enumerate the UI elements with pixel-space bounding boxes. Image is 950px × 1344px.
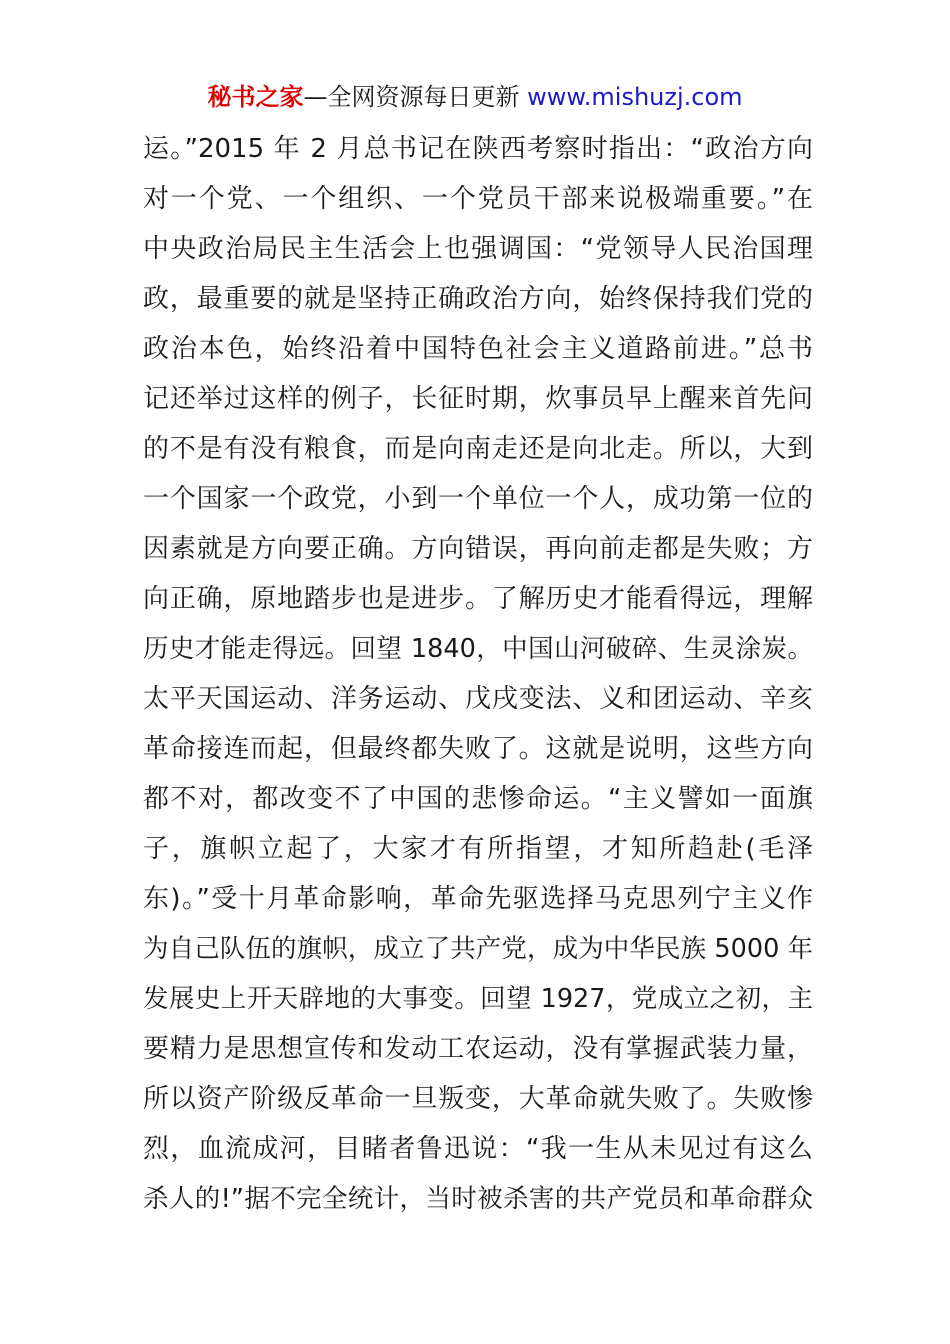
text-line: 子，旗帜立起了，大家才有所指望，才知所趋赴(毛泽 <box>143 834 813 864</box>
text-line: 发展史上开天辟地的大事变。回望 1927，党成立之初，主 <box>143 984 813 1014</box>
text-line: 要精力是思想宣传和发动工农运动，没有掌握武装力量， <box>143 1034 813 1064</box>
text-line: 政，最重要的就是坚持正确政治方向，始终保持我们党的 <box>143 284 813 314</box>
text-line: 都不对，都改变不了中国的悲惨命运。“主义譬如一面旗 <box>143 784 813 814</box>
text-line: 所以资产阶级反革命一旦叛变，大革命就失败了。失败惨 <box>143 1084 813 1114</box>
text-line: 历史才能走得远。回望 1840，中国山河破碎、生灵涂炭。 <box>143 634 813 664</box>
text-line: 因素就是方向要正确。方向错误，再向前走都是失败；方 <box>143 534 813 564</box>
text-line: 中央政治局民主生活会上也强调国：“党领导人民治国理 <box>143 234 813 264</box>
text-line: 为自己队伍的旗帜，成立了共产党，成为中华民族 5000 年 <box>143 934 813 964</box>
site-url-link[interactable]: www.mishuzj.com <box>527 83 743 111</box>
text-line: 运。”2015 年 2 月总书记在陕西考察时指出：“政治方向 <box>143 134 813 164</box>
text-line: 的不是有没有粮食，而是向南走还是向北走。所以，大到 <box>143 434 813 464</box>
header-tagline: —全网资源每日更新 <box>303 83 528 111</box>
text-line: 政治本色，始终沿着中国特色社会主义道路前进。”总书 <box>143 334 813 364</box>
document-body <box>143 124 813 1224</box>
brand-name: 秘书之家 <box>207 83 304 111</box>
text-line: 革命接连而起，但最终都失败了。这就是说明，这些方向 <box>143 734 813 764</box>
text-line: 对一个党、一个组织、一个党员干部来说极端重要。”在 <box>143 184 813 214</box>
text-line: 烈，血流成河，目睹者鲁迅说：“我一生从未见过有这么 <box>143 1134 813 1164</box>
text-line: 记还举过这样的例子，长征时期，炊事员早上醒来首先问 <box>143 384 813 414</box>
text-line: 东)。”受十月革命影响，革命先驱选择马克思列宁主义作 <box>143 884 813 914</box>
text-line: 一个国家一个政党，小到一个单位一个人，成功第一位的 <box>143 484 813 514</box>
text-line: 杀人的!”据不完全统计，当时被杀害的共产党员和革命群众 <box>143 1184 813 1214</box>
text-line: 向正确，原地踏步也是进步。了解历史才能看得远，理解 <box>143 584 813 614</box>
text-line: 太平天国运动、洋务运动、戊戌变法、义和团运动、辛亥 <box>143 684 813 714</box>
page-header <box>0 80 950 114</box>
